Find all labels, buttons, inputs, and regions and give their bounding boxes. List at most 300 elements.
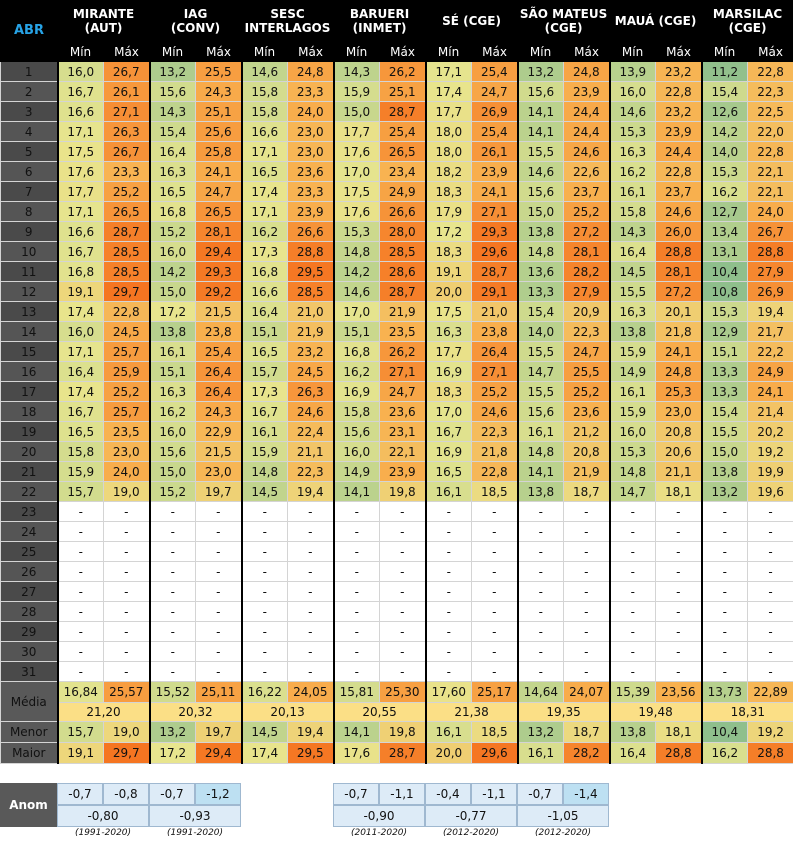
min-temp-cell: 17,4 bbox=[242, 182, 288, 202]
max-temp-cell: 23,6 bbox=[380, 402, 426, 422]
anom-max-cell: -1,4 bbox=[563, 783, 609, 805]
table-row bbox=[1, 62, 793, 82]
empty-cell: - bbox=[150, 522, 196, 542]
max-temp-cell: 24,8 bbox=[288, 62, 334, 82]
min-temp-cell: 13,3 bbox=[702, 362, 748, 382]
empty-cell: - bbox=[518, 602, 564, 622]
max-temp-cell: 28,1 bbox=[564, 242, 610, 262]
max-temp-cell: 22,1 bbox=[748, 162, 793, 182]
anom-max-cell: -1,1 bbox=[471, 783, 517, 805]
day-number: 25 bbox=[1, 542, 58, 562]
max-temp-cell: 23,0 bbox=[288, 142, 334, 162]
min-temp-cell: 17,1 bbox=[242, 142, 288, 162]
min-temp-cell: 17,7 bbox=[58, 182, 104, 202]
empty-cell: - bbox=[426, 622, 472, 642]
station-name-line1: SÃO MATEUS bbox=[519, 7, 608, 21]
max-temp-cell: 27,2 bbox=[564, 222, 610, 242]
empty-cell: - bbox=[334, 542, 380, 562]
max-temp-cell: 28,8 bbox=[748, 242, 793, 262]
max-temp-cell: 23,6 bbox=[564, 402, 610, 422]
empty-cell: - bbox=[196, 602, 242, 622]
empty-cell: - bbox=[104, 582, 150, 602]
day-number: 28 bbox=[1, 602, 58, 622]
menor-cell: 18,5 bbox=[472, 722, 518, 743]
media-cell: 17,60 bbox=[426, 682, 472, 703]
anom-max-cell: -1,1 bbox=[379, 783, 425, 805]
anom-min-cell: -0,7 bbox=[149, 783, 195, 805]
menor-cell: 13,2 bbox=[518, 722, 564, 743]
min-temp-cell: 18,3 bbox=[426, 242, 472, 262]
min-temp-cell: 15,8 bbox=[334, 402, 380, 422]
menor-cell: 19,7 bbox=[196, 722, 242, 743]
day-number: 17 bbox=[1, 382, 58, 402]
min-temp-cell: 16,1 bbox=[610, 382, 656, 402]
min-temp-cell: 13,4 bbox=[702, 222, 748, 242]
table-row bbox=[1, 382, 793, 402]
station-name-line1: IAG bbox=[183, 7, 208, 21]
table-row bbox=[1, 402, 793, 422]
min-temp-cell: 11,2 bbox=[702, 62, 748, 82]
min-temp-cell: 17,1 bbox=[58, 202, 104, 222]
empty-cell: - bbox=[58, 642, 104, 662]
empty-cell: - bbox=[518, 542, 564, 562]
min-temp-cell: 18,0 bbox=[426, 142, 472, 162]
anom-period: (1991-2020) bbox=[74, 828, 132, 838]
min-temp-cell: 14,8 bbox=[334, 242, 380, 262]
day-number: 7 bbox=[1, 182, 58, 202]
day-number: 5 bbox=[1, 142, 58, 162]
max-temp-cell: 23,5 bbox=[380, 322, 426, 342]
max-temp-cell: 19,7 bbox=[196, 482, 242, 502]
menor-cell: 13,8 bbox=[610, 722, 656, 743]
max-temp-cell: 24,7 bbox=[196, 182, 242, 202]
empty-cell: - bbox=[104, 662, 150, 682]
empty-cell: - bbox=[288, 502, 334, 522]
empty-cell: - bbox=[426, 642, 472, 662]
table-row bbox=[1, 442, 793, 462]
maior-cell: 16,1 bbox=[518, 743, 564, 764]
empty-cell: - bbox=[196, 642, 242, 662]
min-temp-cell: 16,0 bbox=[58, 322, 104, 342]
empty-cell: - bbox=[242, 502, 288, 522]
max-temp-cell: 18,7 bbox=[564, 482, 610, 502]
table-row bbox=[1, 282, 793, 302]
empty-cell: - bbox=[564, 522, 610, 542]
max-temp-cell: 26,7 bbox=[748, 222, 793, 242]
min-temp-cell: 14,3 bbox=[150, 102, 196, 122]
min-temp-cell: 16,7 bbox=[58, 82, 104, 102]
max-header: Máx bbox=[104, 42, 150, 62]
max-temp-cell: 21,1 bbox=[656, 462, 702, 482]
empty-cell: - bbox=[518, 642, 564, 662]
max-temp-cell: 22,8 bbox=[748, 62, 793, 82]
station-header bbox=[242, 1, 334, 42]
empty-cell: - bbox=[610, 502, 656, 522]
media-cell: 16,84 bbox=[58, 682, 104, 703]
min-temp-cell: 16,0 bbox=[334, 442, 380, 462]
media-avg-cell: 20,13 bbox=[242, 703, 334, 722]
day-number: 24 bbox=[1, 522, 58, 542]
max-temp-cell: 29,5 bbox=[288, 262, 334, 282]
table-row bbox=[1, 542, 793, 562]
media-cell: 25,30 bbox=[380, 682, 426, 703]
max-temp-cell: 25,2 bbox=[104, 382, 150, 402]
max-temp-cell: 26,9 bbox=[472, 102, 518, 122]
day-number: 15 bbox=[1, 342, 58, 362]
max-temp-cell: 23,1 bbox=[380, 422, 426, 442]
max-temp-cell: 22,6 bbox=[564, 162, 610, 182]
empty-cell: - bbox=[104, 542, 150, 562]
min-temp-cell: 16,0 bbox=[150, 422, 196, 442]
max-temp-cell: 19,4 bbox=[748, 302, 793, 322]
day-number: 9 bbox=[1, 222, 58, 242]
anom-min-cell: -0,7 bbox=[517, 783, 563, 805]
min-temp-cell: 14,2 bbox=[334, 262, 380, 282]
empty-cell: - bbox=[656, 642, 702, 662]
table-row bbox=[1, 522, 793, 542]
day-number: 23 bbox=[1, 502, 58, 522]
max-temp-cell: 26,1 bbox=[104, 82, 150, 102]
max-temp-cell: 26,4 bbox=[196, 382, 242, 402]
min-temp-cell: 20,0 bbox=[426, 282, 472, 302]
max-temp-cell: 24,1 bbox=[748, 382, 793, 402]
min-temp-cell: 16,0 bbox=[150, 242, 196, 262]
empty-cell: - bbox=[518, 582, 564, 602]
empty-cell: - bbox=[380, 522, 426, 542]
max-temp-cell: 22,8 bbox=[104, 302, 150, 322]
min-temp-cell: 15,2 bbox=[150, 482, 196, 502]
max-temp-cell: 26,6 bbox=[380, 202, 426, 222]
min-temp-cell: 15,6 bbox=[518, 182, 564, 202]
min-temp-cell: 14,3 bbox=[610, 222, 656, 242]
empty-cell: - bbox=[150, 642, 196, 662]
day-number: 26 bbox=[1, 562, 58, 582]
table-row bbox=[1, 182, 793, 202]
max-temp-cell: 22,9 bbox=[196, 422, 242, 442]
empty-cell: - bbox=[426, 562, 472, 582]
max-temp-cell: 26,5 bbox=[196, 202, 242, 222]
max-temp-cell: 24,8 bbox=[656, 362, 702, 382]
min-temp-cell: 16,5 bbox=[242, 162, 288, 182]
table-row bbox=[1, 322, 793, 342]
min-header: Mín bbox=[426, 42, 472, 62]
min-temp-cell: 15,4 bbox=[150, 122, 196, 142]
max-temp-cell: 27,1 bbox=[472, 362, 518, 382]
max-temp-cell: 23,0 bbox=[104, 442, 150, 462]
maior-cell: 17,4 bbox=[242, 743, 288, 764]
max-temp-cell: 21,4 bbox=[748, 402, 793, 422]
media-cell: 15,52 bbox=[150, 682, 196, 703]
max-temp-cell: 27,9 bbox=[564, 282, 610, 302]
min-temp-cell: 16,6 bbox=[58, 222, 104, 242]
empty-cell: - bbox=[748, 622, 793, 642]
media-avg-cell: 19,35 bbox=[518, 703, 610, 722]
min-temp-cell: 12,9 bbox=[702, 322, 748, 342]
empty-cell: - bbox=[426, 602, 472, 622]
min-temp-cell: 10,8 bbox=[702, 282, 748, 302]
max-temp-cell: 25,2 bbox=[564, 202, 610, 222]
min-temp-cell: 14,9 bbox=[334, 462, 380, 482]
maior-cell: 17,2 bbox=[150, 743, 196, 764]
empty-cell: - bbox=[610, 522, 656, 542]
empty-cell: - bbox=[610, 622, 656, 642]
empty-cell: - bbox=[242, 622, 288, 642]
empty-cell: - bbox=[150, 542, 196, 562]
min-temp-cell: 15,9 bbox=[610, 402, 656, 422]
empty-cell: - bbox=[150, 602, 196, 622]
empty-cell: - bbox=[564, 622, 610, 642]
max-temp-cell: 23,4 bbox=[380, 162, 426, 182]
min-temp-cell: 14,7 bbox=[610, 482, 656, 502]
day-number: 4 bbox=[1, 122, 58, 142]
station-header bbox=[610, 1, 702, 42]
day-number: 16 bbox=[1, 362, 58, 382]
min-temp-cell: 12,6 bbox=[702, 102, 748, 122]
empty-cell: - bbox=[656, 562, 702, 582]
day-number: 31 bbox=[1, 662, 58, 682]
max-temp-cell: 25,5 bbox=[196, 62, 242, 82]
max-temp-cell: 23,2 bbox=[656, 62, 702, 82]
station-name-line2: (INMET) bbox=[352, 21, 407, 35]
min-temp-cell: 16,8 bbox=[334, 342, 380, 362]
max-header: Máx bbox=[748, 42, 793, 62]
max-temp-cell: 23,9 bbox=[288, 202, 334, 222]
max-temp-cell: 25,3 bbox=[656, 382, 702, 402]
day-number: 13 bbox=[1, 302, 58, 322]
maior-cell: 29,4 bbox=[196, 743, 242, 764]
menor-cell: 19,0 bbox=[104, 722, 150, 743]
max-temp-cell: 25,4 bbox=[472, 62, 518, 82]
max-temp-cell: 22,3 bbox=[748, 82, 793, 102]
min-temp-cell: 13,8 bbox=[518, 222, 564, 242]
min-temp-cell: 17,4 bbox=[58, 382, 104, 402]
min-temp-cell: 15,0 bbox=[334, 102, 380, 122]
min-temp-cell: 17,6 bbox=[334, 202, 380, 222]
max-temp-cell: 24,0 bbox=[104, 462, 150, 482]
media-cell: 24,05 bbox=[288, 682, 334, 703]
max-temp-cell: 29,2 bbox=[196, 282, 242, 302]
max-temp-cell: 24,0 bbox=[288, 102, 334, 122]
station-name-line1: BARUERI bbox=[349, 7, 410, 21]
table-row bbox=[1, 142, 793, 162]
min-temp-cell: 14,6 bbox=[242, 62, 288, 82]
max-temp-cell: 27,2 bbox=[656, 282, 702, 302]
empty-cell: - bbox=[242, 642, 288, 662]
anom-period: (2012-2020) bbox=[442, 828, 500, 838]
max-temp-cell: 24,7 bbox=[380, 382, 426, 402]
min-temp-cell: 16,3 bbox=[426, 322, 472, 342]
min-temp-cell: 14,6 bbox=[334, 282, 380, 302]
day-number: 21 bbox=[1, 462, 58, 482]
anom-avg-cell: -1,05 bbox=[517, 805, 609, 827]
max-temp-cell: 24,5 bbox=[104, 322, 150, 342]
min-temp-cell: 17,9 bbox=[426, 202, 472, 222]
max-temp-cell: 28,5 bbox=[104, 242, 150, 262]
max-temp-cell: 26,4 bbox=[472, 342, 518, 362]
min-temp-cell: 15,0 bbox=[702, 442, 748, 462]
max-temp-cell: 25,1 bbox=[380, 82, 426, 102]
min-temp-cell: 14,5 bbox=[610, 262, 656, 282]
min-temp-cell: 13,9 bbox=[610, 62, 656, 82]
menor-row bbox=[1, 722, 793, 743]
max-temp-cell: 23,3 bbox=[104, 162, 150, 182]
empty-cell: - bbox=[380, 582, 426, 602]
maior-cell: 28,8 bbox=[748, 743, 793, 764]
empty-cell: - bbox=[334, 622, 380, 642]
anomaly-section bbox=[0, 783, 793, 846]
empty-cell: - bbox=[610, 582, 656, 602]
max-temp-cell: 22,8 bbox=[748, 142, 793, 162]
day-number: 27 bbox=[1, 582, 58, 602]
table-row bbox=[1, 622, 793, 642]
table-row bbox=[1, 82, 793, 102]
min-temp-cell: 14,9 bbox=[610, 362, 656, 382]
max-temp-cell: 23,8 bbox=[472, 322, 518, 342]
max-temp-cell: 25,4 bbox=[196, 342, 242, 362]
empty-cell: - bbox=[472, 662, 518, 682]
empty-cell: - bbox=[656, 622, 702, 642]
empty-cell: - bbox=[58, 622, 104, 642]
anom-avg-cell: -0,80 bbox=[57, 805, 149, 827]
empty-cell: - bbox=[380, 502, 426, 522]
min-temp-cell: 16,2 bbox=[242, 222, 288, 242]
min-temp-cell: 16,3 bbox=[150, 162, 196, 182]
empty-cell: - bbox=[472, 602, 518, 622]
maior-cell: 29,5 bbox=[288, 743, 334, 764]
max-temp-cell: 23,8 bbox=[196, 322, 242, 342]
max-temp-cell: 20,6 bbox=[656, 442, 702, 462]
max-temp-cell: 23,3 bbox=[288, 82, 334, 102]
empty-cell: - bbox=[472, 502, 518, 522]
station-header bbox=[334, 1, 426, 42]
max-temp-cell: 24,9 bbox=[748, 362, 793, 382]
min-temp-cell: 16,1 bbox=[242, 422, 288, 442]
max-temp-cell: 22,3 bbox=[564, 322, 610, 342]
menor-cell: 18,1 bbox=[656, 722, 702, 743]
min-temp-cell: 17,0 bbox=[334, 162, 380, 182]
max-temp-cell: 23,0 bbox=[288, 122, 334, 142]
min-temp-cell: 16,5 bbox=[58, 422, 104, 442]
min-temp-cell: 14,1 bbox=[518, 102, 564, 122]
min-temp-cell: 17,1 bbox=[58, 342, 104, 362]
day-number: 6 bbox=[1, 162, 58, 182]
empty-cell: - bbox=[288, 562, 334, 582]
empty-cell: - bbox=[518, 522, 564, 542]
media-cell: 24,07 bbox=[564, 682, 610, 703]
empty-cell: - bbox=[748, 662, 793, 682]
media-avg-cell: 20,55 bbox=[334, 703, 426, 722]
max-temp-cell: 24,3 bbox=[196, 402, 242, 422]
empty-cell: - bbox=[472, 542, 518, 562]
max-temp-cell: 28,5 bbox=[380, 242, 426, 262]
min-temp-cell: 14,0 bbox=[702, 142, 748, 162]
empty-cell: - bbox=[702, 662, 748, 682]
min-header: Mín bbox=[150, 42, 196, 62]
max-temp-cell: 20,8 bbox=[564, 442, 610, 462]
empty-cell: - bbox=[702, 582, 748, 602]
max-temp-cell: 26,5 bbox=[380, 142, 426, 162]
empty-cell: - bbox=[518, 622, 564, 642]
max-temp-cell: 23,5 bbox=[104, 422, 150, 442]
empty-cell: - bbox=[472, 562, 518, 582]
max-temp-cell: 20,2 bbox=[748, 422, 793, 442]
max-temp-cell: 25,6 bbox=[196, 122, 242, 142]
min-temp-cell: 16,8 bbox=[150, 202, 196, 222]
station-name-line1: MAUÁ (CGE) bbox=[614, 14, 697, 28]
empty-cell: - bbox=[564, 602, 610, 622]
empty-cell: - bbox=[610, 602, 656, 622]
max-temp-cell: 27,1 bbox=[472, 202, 518, 222]
min-temp-cell: 15,4 bbox=[702, 402, 748, 422]
max-temp-cell: 26,3 bbox=[288, 382, 334, 402]
max-temp-cell: 26,3 bbox=[104, 122, 150, 142]
media-avg-cell: 21,38 bbox=[426, 703, 518, 722]
empty-cell: - bbox=[472, 582, 518, 602]
max-temp-cell: 21,0 bbox=[288, 302, 334, 322]
max-temp-cell: 23,3 bbox=[288, 182, 334, 202]
min-temp-cell: 16,7 bbox=[426, 422, 472, 442]
min-temp-cell: 15,3 bbox=[702, 302, 748, 322]
min-temp-cell: 16,2 bbox=[150, 402, 196, 422]
min-temp-cell: 15,8 bbox=[242, 102, 288, 122]
min-temp-cell: 16,3 bbox=[610, 142, 656, 162]
max-temp-cell: 21,2 bbox=[564, 422, 610, 442]
empty-cell: - bbox=[748, 642, 793, 662]
empty-cell: - bbox=[610, 562, 656, 582]
max-header: Máx bbox=[196, 42, 242, 62]
anom-period: (1991-2020) bbox=[166, 828, 224, 838]
max-temp-cell: 24,3 bbox=[196, 82, 242, 102]
min-temp-cell: 14,1 bbox=[518, 122, 564, 142]
max-temp-cell: 26,1 bbox=[472, 142, 518, 162]
day-number: 3 bbox=[1, 102, 58, 122]
min-temp-cell: 13,8 bbox=[610, 322, 656, 342]
min-temp-cell: 17,0 bbox=[426, 402, 472, 422]
empty-cell: - bbox=[104, 602, 150, 622]
max-temp-cell: 29,7 bbox=[104, 282, 150, 302]
table-row bbox=[1, 582, 793, 602]
min-temp-cell: 16,5 bbox=[426, 462, 472, 482]
media-cell: 16,22 bbox=[242, 682, 288, 703]
min-temp-cell: 14,2 bbox=[702, 122, 748, 142]
min-header: Mín bbox=[334, 42, 380, 62]
min-temp-cell: 14,1 bbox=[518, 462, 564, 482]
max-temp-cell: 23,7 bbox=[564, 182, 610, 202]
max-temp-cell: 21,0 bbox=[472, 302, 518, 322]
empty-cell: - bbox=[150, 662, 196, 682]
min-temp-cell: 15,2 bbox=[150, 222, 196, 242]
min-temp-cell: 13,8 bbox=[702, 462, 748, 482]
max-temp-cell: 29,3 bbox=[472, 222, 518, 242]
max-temp-cell: 25,7 bbox=[104, 342, 150, 362]
station-name-line1: SESC bbox=[270, 7, 305, 21]
min-temp-cell: 14,8 bbox=[518, 442, 564, 462]
max-temp-cell: 24,6 bbox=[288, 402, 334, 422]
menor-cell: 19,8 bbox=[380, 722, 426, 743]
empty-cell: - bbox=[150, 622, 196, 642]
min-temp-cell: 17,4 bbox=[426, 82, 472, 102]
max-temp-cell: 25,4 bbox=[472, 122, 518, 142]
anom-max-cell: -0,8 bbox=[103, 783, 149, 805]
empty-cell: - bbox=[426, 502, 472, 522]
max-temp-cell: 23,2 bbox=[656, 102, 702, 122]
empty-cell: - bbox=[334, 502, 380, 522]
station-name-line2: (CGE) bbox=[728, 21, 767, 35]
max-temp-cell: 21,7 bbox=[748, 322, 793, 342]
max-temp-cell: 25,8 bbox=[196, 142, 242, 162]
max-temp-cell: 26,5 bbox=[104, 202, 150, 222]
max-temp-cell: 28,7 bbox=[472, 262, 518, 282]
